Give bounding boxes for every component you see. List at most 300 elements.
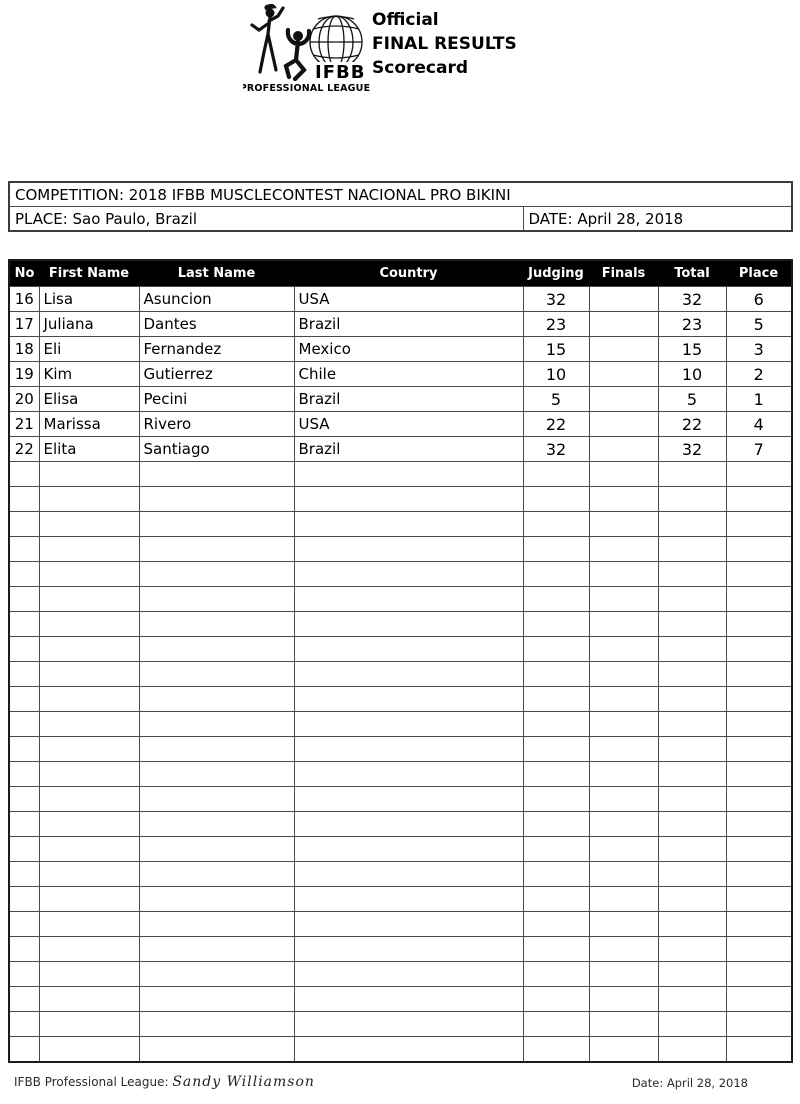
- cell-judging-empty: [523, 787, 589, 812]
- empty-row: [9, 587, 792, 612]
- cell-country-empty: [294, 612, 523, 637]
- competition-place: PLACE: Sao Paulo, Brazil: [9, 207, 523, 232]
- empty-row: [9, 1037, 792, 1063]
- cell-country: Brazil: [294, 437, 523, 462]
- cell-finals-empty: [589, 612, 658, 637]
- empty-row: [9, 862, 792, 887]
- cell-place-empty: [726, 812, 792, 837]
- cell-place: 4: [726, 412, 792, 437]
- title-line-official: Official: [372, 10, 439, 30]
- cell-finals-empty: [589, 762, 658, 787]
- cell-judging-empty: [523, 562, 589, 587]
- cell-judging-empty: [523, 687, 589, 712]
- empty-row: [9, 487, 792, 512]
- cell-judging-empty: [523, 512, 589, 537]
- cell-last: Gutierrez: [139, 362, 294, 387]
- cell-judging-empty: [523, 937, 589, 962]
- empty-row: [9, 612, 792, 637]
- result-row: [9, 362, 792, 387]
- cell-judging-empty: [523, 612, 589, 637]
- cell-no-empty: [9, 687, 39, 712]
- cell-finals: [589, 287, 658, 312]
- cell-judging-empty: [523, 537, 589, 562]
- cell-country: USA: [294, 412, 523, 437]
- cell-last-empty: [139, 687, 294, 712]
- cell-total-empty: [658, 737, 726, 762]
- cell-first: Elisa: [39, 387, 139, 412]
- cell-no-empty: [9, 737, 39, 762]
- cell-no-empty: [9, 812, 39, 837]
- cell-finals-empty: [589, 962, 658, 987]
- cell-first-empty: [39, 512, 139, 537]
- cell-no: 17: [9, 312, 39, 337]
- cell-last: Rivero: [139, 412, 294, 437]
- cell-country-empty: [294, 987, 523, 1012]
- cell-finals: [589, 312, 658, 337]
- cell-country-empty: [294, 837, 523, 862]
- cell-country-empty: [294, 787, 523, 812]
- ifbb-logo-graphic: [243, 4, 373, 94]
- empty-row: [9, 887, 792, 912]
- cell-no-empty: [9, 937, 39, 962]
- cell-finals-empty: [589, 812, 658, 837]
- result-row: [9, 387, 792, 412]
- cell-first-empty: [39, 912, 139, 937]
- cell-last-empty: [139, 962, 294, 987]
- cell-last-empty: [139, 612, 294, 637]
- cell-country-empty: [294, 512, 523, 537]
- results-table: [8, 259, 793, 1063]
- cell-first-empty: [39, 787, 139, 812]
- cell-no-empty: [9, 1012, 39, 1037]
- col-header-finals: Finals: [589, 260, 658, 287]
- cell-finals: [589, 387, 658, 412]
- cell-no-empty: [9, 762, 39, 787]
- cell-country: Chile: [294, 362, 523, 387]
- empty-row: [9, 562, 792, 587]
- cell-last: Asuncion: [139, 287, 294, 312]
- cell-no-empty: [9, 862, 39, 887]
- empty-row: [9, 512, 792, 537]
- cell-finals-empty: [589, 487, 658, 512]
- cell-no: 18: [9, 337, 39, 362]
- cell-first-empty: [39, 1037, 139, 1063]
- cell-judging-empty: [523, 812, 589, 837]
- cell-last-empty: [139, 1037, 294, 1063]
- logo-ifbb-text: IFBB: [315, 62, 366, 83]
- cell-no-empty: [9, 912, 39, 937]
- cell-first-empty: [39, 737, 139, 762]
- cell-place-empty: [726, 837, 792, 862]
- cell-place-empty: [726, 737, 792, 762]
- cell-last: Fernandez: [139, 337, 294, 362]
- cell-no-empty: [9, 537, 39, 562]
- cell-judging-empty: [523, 462, 589, 487]
- empty-row: [9, 762, 792, 787]
- empty-row: [9, 637, 792, 662]
- cell-total-empty: [658, 887, 726, 912]
- cell-judging: 32: [523, 287, 589, 312]
- footer-date: Date: April 28, 2018: [631, 1076, 748, 1090]
- col-header-first-name: First Name: [39, 260, 139, 287]
- cell-place: 5: [726, 312, 792, 337]
- cell-country-empty: [294, 687, 523, 712]
- empty-row: [9, 787, 792, 812]
- cell-finals: [589, 362, 658, 387]
- empty-row: [9, 462, 792, 487]
- cell-country-empty: [294, 587, 523, 612]
- cell-first-empty: [39, 587, 139, 612]
- result-row: [9, 437, 792, 462]
- empty-row: [9, 937, 792, 962]
- cell-first-empty: [39, 687, 139, 712]
- cell-last-empty: [139, 537, 294, 562]
- cell-no: 16: [9, 287, 39, 312]
- empty-row: [9, 662, 792, 687]
- cell-first-empty: [39, 937, 139, 962]
- cell-country-empty: [294, 662, 523, 687]
- cell-place-empty: [726, 1037, 792, 1063]
- cell-no-empty: [9, 987, 39, 1012]
- cell-finals-empty: [589, 837, 658, 862]
- title-line-final-results: FINAL RESULTS: [372, 34, 517, 54]
- cell-first-empty: [39, 537, 139, 562]
- cell-judging-empty: [523, 737, 589, 762]
- cell-first-empty: [39, 987, 139, 1012]
- cell-country-empty: [294, 962, 523, 987]
- cell-judging: 22: [523, 412, 589, 437]
- cell-country-empty: [294, 812, 523, 837]
- cell-finals-empty: [589, 587, 658, 612]
- cell-last-empty: [139, 762, 294, 787]
- cell-place-empty: [726, 862, 792, 887]
- cell-finals-empty: [589, 862, 658, 887]
- col-header-judging: Judging: [523, 260, 589, 287]
- cell-no-empty: [9, 487, 39, 512]
- cell-place-empty: [726, 937, 792, 962]
- cell-finals-empty: [589, 887, 658, 912]
- cell-last-empty: [139, 862, 294, 887]
- cell-total-empty: [658, 587, 726, 612]
- cell-last-empty: [139, 562, 294, 587]
- ifbb-logo: [243, 4, 373, 94]
- cell-country-empty: [294, 1012, 523, 1037]
- cell-country: Brazil: [294, 312, 523, 337]
- cell-country-empty: [294, 462, 523, 487]
- competition-date: DATE: April 28, 2018: [523, 207, 792, 232]
- cell-judging-empty: [523, 487, 589, 512]
- cell-country-empty: [294, 737, 523, 762]
- cell-finals-empty: [589, 987, 658, 1012]
- cell-place: 7: [726, 437, 792, 462]
- results-header-row: [9, 260, 792, 287]
- results-body: [9, 287, 792, 1063]
- signature-text: Sandy Williamson: [172, 1074, 315, 1090]
- result-row: [9, 312, 792, 337]
- cell-finals: [589, 337, 658, 362]
- cell-place-empty: [726, 487, 792, 512]
- cell-first-empty: [39, 562, 139, 587]
- cell-finals-empty: [589, 937, 658, 962]
- cell-place-empty: [726, 537, 792, 562]
- empty-row: [9, 737, 792, 762]
- cell-place: 2: [726, 362, 792, 387]
- result-row: [9, 412, 792, 437]
- cell-judging-empty: [523, 1012, 589, 1037]
- cell-place-empty: [726, 687, 792, 712]
- col-header-no: No: [9, 260, 39, 287]
- cell-place-empty: [726, 587, 792, 612]
- cell-place-empty: [726, 562, 792, 587]
- cell-total: 15: [658, 337, 726, 362]
- cell-judging-empty: [523, 762, 589, 787]
- cell-judging: 32: [523, 437, 589, 462]
- cell-country-empty: [294, 637, 523, 662]
- cell-judging: 10: [523, 362, 589, 387]
- cell-first-empty: [39, 862, 139, 887]
- cell-finals-empty: [589, 662, 658, 687]
- cell-place-empty: [726, 662, 792, 687]
- footer-signature-line: [14, 1074, 315, 1090]
- cell-last-empty: [139, 987, 294, 1012]
- cell-first-empty: [39, 637, 139, 662]
- cell-total-empty: [658, 837, 726, 862]
- cell-first-empty: [39, 812, 139, 837]
- cell-total-empty: [658, 1037, 726, 1063]
- cell-last-empty: [139, 587, 294, 612]
- cell-country-empty: [294, 887, 523, 912]
- cell-judging-empty: [523, 587, 589, 612]
- cell-finals: [589, 437, 658, 462]
- document-title-block: [372, 8, 517, 80]
- cell-finals-empty: [589, 1012, 658, 1037]
- cell-total: 32: [658, 437, 726, 462]
- competition-info-table: [8, 181, 793, 232]
- cell-total: 23: [658, 312, 726, 337]
- cell-finals-empty: [589, 1037, 658, 1063]
- cell-place: 3: [726, 337, 792, 362]
- col-header-country: Country: [294, 260, 523, 287]
- cell-finals-empty: [589, 737, 658, 762]
- cell-finals-empty: [589, 712, 658, 737]
- cell-first: Elita: [39, 437, 139, 462]
- cell-first-empty: [39, 712, 139, 737]
- competition-name: COMPETITION: 2018 IFBB MUSCLECONTEST NACIONAL PRO BIKINI: [9, 182, 792, 207]
- cell-country-empty: [294, 937, 523, 962]
- cell-judging-empty: [523, 712, 589, 737]
- cell-last-empty: [139, 912, 294, 937]
- cell-no-empty: [9, 837, 39, 862]
- cell-judging-empty: [523, 887, 589, 912]
- col-header-place: Place: [726, 260, 792, 287]
- cell-last-empty: [139, 837, 294, 862]
- cell-judging-empty: [523, 1037, 589, 1063]
- cell-country-empty: [294, 562, 523, 587]
- cell-total-empty: [658, 787, 726, 812]
- cell-judging: 15: [523, 337, 589, 362]
- empty-row: [9, 962, 792, 987]
- cell-country-empty: [294, 912, 523, 937]
- cell-last-empty: [139, 887, 294, 912]
- cell-no-empty: [9, 787, 39, 812]
- cell-first-empty: [39, 612, 139, 637]
- cell-total-empty: [658, 662, 726, 687]
- cell-place-empty: [726, 1012, 792, 1037]
- cell-first: Juliana: [39, 312, 139, 337]
- cell-total-empty: [658, 712, 726, 737]
- cell-no-empty: [9, 562, 39, 587]
- cell-last: Santiago: [139, 437, 294, 462]
- cell-last-empty: [139, 712, 294, 737]
- cell-country: Mexico: [294, 337, 523, 362]
- cell-first-empty: [39, 1012, 139, 1037]
- cell-total-empty: [658, 762, 726, 787]
- cell-finals-empty: [589, 787, 658, 812]
- empty-row: [9, 712, 792, 737]
- cell-country: Brazil: [294, 387, 523, 412]
- col-header-last-name: Last Name: [139, 260, 294, 287]
- col-header-total: Total: [658, 260, 726, 287]
- cell-country-empty: [294, 1037, 523, 1063]
- logo-league-text: PROFESSIONAL LEAGUE: [243, 83, 371, 94]
- cell-country-empty: [294, 487, 523, 512]
- cell-last-empty: [139, 512, 294, 537]
- cell-judging-empty: [523, 912, 589, 937]
- cell-finals-empty: [589, 912, 658, 937]
- cell-judging-empty: [523, 862, 589, 887]
- cell-total-empty: [658, 937, 726, 962]
- cell-last-empty: [139, 662, 294, 687]
- empty-row: [9, 812, 792, 837]
- cell-place-empty: [726, 512, 792, 537]
- result-row: [9, 337, 792, 362]
- cell-finals-empty: [589, 537, 658, 562]
- cell-country-empty: [294, 862, 523, 887]
- cell-last-empty: [139, 937, 294, 962]
- cell-total-empty: [658, 862, 726, 887]
- cell-no: 21: [9, 412, 39, 437]
- cell-no-empty: [9, 962, 39, 987]
- cell-last-empty: [139, 787, 294, 812]
- cell-first: Marissa: [39, 412, 139, 437]
- cell-total: 32: [658, 287, 726, 312]
- cell-judging: 5: [523, 387, 589, 412]
- cell-last-empty: [139, 737, 294, 762]
- cell-total-empty: [658, 612, 726, 637]
- cell-first-empty: [39, 662, 139, 687]
- cell-total-empty: [658, 562, 726, 587]
- cell-judging-empty: [523, 637, 589, 662]
- cell-first-empty: [39, 962, 139, 987]
- cell-total-empty: [658, 462, 726, 487]
- cell-no-empty: [9, 462, 39, 487]
- cell-total-empty: [658, 512, 726, 537]
- cell-no: 22: [9, 437, 39, 462]
- cell-place-empty: [726, 462, 792, 487]
- cell-place-empty: [726, 987, 792, 1012]
- cell-last-empty: [139, 487, 294, 512]
- cell-no-empty: [9, 887, 39, 912]
- cell-judging-empty: [523, 662, 589, 687]
- cell-judging-empty: [523, 962, 589, 987]
- cell-total-empty: [658, 637, 726, 662]
- cell-place-empty: [726, 787, 792, 812]
- result-row: [9, 287, 792, 312]
- cell-total-empty: [658, 987, 726, 1012]
- cell-judging-empty: [523, 837, 589, 862]
- cell-no-empty: [9, 612, 39, 637]
- cell-total-empty: [658, 962, 726, 987]
- cell-first: Kim: [39, 362, 139, 387]
- cell-first-empty: [39, 837, 139, 862]
- cell-finals-empty: [589, 512, 658, 537]
- empty-row: [9, 537, 792, 562]
- cell-last: Pecini: [139, 387, 294, 412]
- cell-no-empty: [9, 1037, 39, 1063]
- empty-row: [9, 837, 792, 862]
- cell-place-empty: [726, 962, 792, 987]
- cell-finals-empty: [589, 637, 658, 662]
- cell-last-empty: [139, 637, 294, 662]
- cell-total: 5: [658, 387, 726, 412]
- cell-place-empty: [726, 612, 792, 637]
- cell-place-empty: [726, 637, 792, 662]
- cell-finals: [589, 412, 658, 437]
- cell-place: 6: [726, 287, 792, 312]
- cell-no-empty: [9, 712, 39, 737]
- cell-total-empty: [658, 812, 726, 837]
- cell-country: USA: [294, 287, 523, 312]
- cell-first-empty: [39, 462, 139, 487]
- cell-place-empty: [726, 762, 792, 787]
- title-line-scorecard: Scorecard: [372, 58, 469, 78]
- cell-last-empty: [139, 812, 294, 837]
- cell-no-empty: [9, 662, 39, 687]
- cell-no-empty: [9, 512, 39, 537]
- cell-no-empty: [9, 637, 39, 662]
- cell-first: Lisa: [39, 287, 139, 312]
- cell-total-empty: [658, 487, 726, 512]
- cell-place: 1: [726, 387, 792, 412]
- cell-last-empty: [139, 1012, 294, 1037]
- cell-place-empty: [726, 912, 792, 937]
- empty-row: [9, 987, 792, 1012]
- cell-country-empty: [294, 762, 523, 787]
- athlete-figures-icon: [252, 4, 309, 79]
- empty-row: [9, 912, 792, 937]
- empty-row: [9, 687, 792, 712]
- globe-icon: [310, 16, 362, 68]
- cell-finals-empty: [589, 562, 658, 587]
- cell-no: 20: [9, 387, 39, 412]
- cell-first-empty: [39, 762, 139, 787]
- cell-finals-empty: [589, 687, 658, 712]
- cell-total: 22: [658, 412, 726, 437]
- cell-first: Eli: [39, 337, 139, 362]
- cell-judging: 23: [523, 312, 589, 337]
- cell-judging-empty: [523, 987, 589, 1012]
- cell-last: Dantes: [139, 312, 294, 337]
- cell-total-empty: [658, 1012, 726, 1037]
- cell-place-empty: [726, 887, 792, 912]
- empty-row: [9, 1012, 792, 1037]
- cell-total: 10: [658, 362, 726, 387]
- cell-total-empty: [658, 537, 726, 562]
- cell-no-empty: [9, 587, 39, 612]
- cell-total-empty: [658, 687, 726, 712]
- cell-country-empty: [294, 537, 523, 562]
- cell-place-empty: [726, 712, 792, 737]
